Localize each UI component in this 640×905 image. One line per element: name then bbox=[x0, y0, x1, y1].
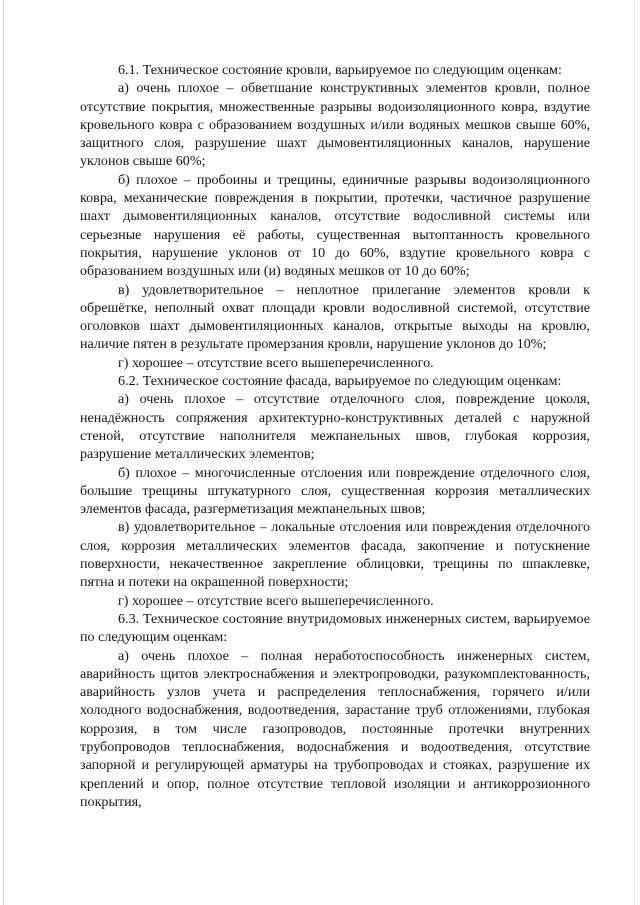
section-6-3-heading: 6.3. Техническое состояние внутридомовых инженерных систем, варьируемое по следующим оценкам: bbox=[80, 610, 590, 646]
engineering-very-bad: а) очень плохое – полная неработоспособность инженерных систем, аварийность щитов электроснабжения и электропроводки, разукомплектованность, аварийность узлов учета и распределения теплоснабжения, горячего и/или холодного водоснабжения, водоотведения, зарастание труб отложениями, глубокая коррозия, в том числе газопроводов, постоянные протечки внутренних трубопроводов теплоснабжения, водоснабжения и водоотведения, отсутствие запорной и регулирующей арматуры на трубопроводах и стояках, разрушение их креплений и опор, полное отсутствие тепловой изоляции и антикоррозионного покрытия, bbox=[80, 647, 590, 810]
facade-good: г) хорошее – отсутствие всего вышеперечисленного. bbox=[118, 592, 434, 609]
facade-bad: б) плохое – многочисленные отслоения или повреждение отделочного слоя, большие трещины штукатурного слоя, существенная коррозия металлических элементов фасада, разгерметизация межпанельных швов; bbox=[80, 464, 590, 518]
scan-edge-right bbox=[634, 0, 635, 905]
scan-edge-left bbox=[3, 0, 4, 905]
facade-satisfactory: в) удовлетворительное – локальные отслоения или повреждения отделочного слоя, коррозия металлических элементов фасада, закопчение и потускнение поверхности, некачественное закрепление облицовки, трещины по шпаклевке, пятна и потеки на окрашенной поверхности; bbox=[80, 519, 590, 591]
roof-satisfactory: в) удовлетворительное – неплотное прилегание элементов кровли к обрешётке, неполный охват площади кровли водосливной системой, отсутствие оголовков шахт дымовентиляционных каналов, открытые выходы на кровлю, наличие пятен в результате промерзания кровли, нарушение уклонов до 10%; bbox=[80, 281, 590, 353]
roof-very-bad: а) очень плохое – обветшание конструктивных элементов кровли, полное отсутствие покрытия, множественные разрывы водоизоляционного ковра, вздутие кровельного ковра с образованием воздушных и/или водяных мешков свыше 60%, защитного слоя, разрушение шахт дымовентиляционных каналов, нарушение уклонов свыше 60%; bbox=[80, 80, 590, 170]
section-6-1-heading: 6.1. Техническое состояние кровли, варьируемое по следующим оценкам: bbox=[118, 62, 562, 78]
roof-bad: б) плохое – пробоины и трещины, единичные разрывы водоизоляционного ковра, механические повреждения в покрытии, протечки, частичное разрушение шахт дымовентиляционных каналов, отсутствие водосливной системы или серьезные нарушения её работы, существенная вытоптанность кровельного покрытия, нарушение уклонов от 10 до 60%, вздутие кровельного ковра с образованием воздушных или (и) водяных мешков от 10 до 60%; bbox=[80, 171, 590, 280]
document-body bbox=[80, 61, 590, 811]
facade-very-bad: а) очень плохое – отсутствие отделочного слоя, повреждение цоколя, ненадёжность сопряжения архитектурно-конструктивных деталей с наружной стеной, отсутствие наполнителя межпанельных швов, глубокая коррозия, разрушение металлических элементов; bbox=[80, 391, 590, 463]
roof-good: г) хорошее – отсутствие всего вышеперечисленного. bbox=[118, 354, 434, 371]
section-6-2-heading: 6.2. Техническое состояние фасада, варьируемое по следующим оценкам: bbox=[118, 373, 562, 390]
